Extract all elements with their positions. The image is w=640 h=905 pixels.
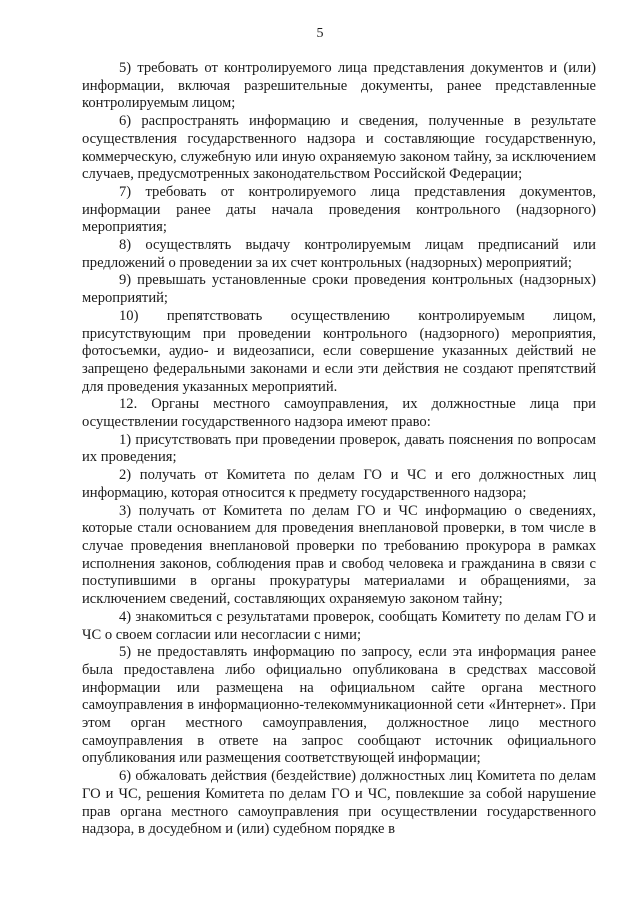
- document-body: [82, 60, 596, 839]
- paragraph-item-8-prohibition: 8) осуществлять выдачу контролируемым лицам предписаний или предложений о проведении за их счет контрольных (надзорных) мероприятий;: [82, 237, 596, 271]
- paragraph-right-3: 3) получать от Комитета по делам ГО и ЧС информацию о сведениях, которые стали основанием для проведения внеплановой проверки, в том числе в случае проведения внеплановой проверки по требованию прокурора в рамках исполнения законов, соблюдения прав и свобод человека и гражданина в связи с поступившими в органы прокуратуры материалами и обращениями, за исключением сведений, составляющих охраняемую законом тайну;: [82, 502, 596, 608]
- paragraph-item-10-prohibition: 10) препятствовать осуществлению контролируемым лицом, присутствующим при проведении контрольного (надзорного) мероприятия, фотосъемки, аудио- и видеозаписи, если совершение указанных действий не запрещено федеральными законами и если эти действия не создают препятствий для проведения указанных мероприятий.: [82, 307, 596, 395]
- paragraph-right-1: 1) присутствовать при проведении проверок, давать пояснения по вопросам их проведения;: [82, 431, 596, 466]
- paragraph-item-5-prohibition: 5) требовать от контролируемого лица представления документов и (или) информации, включая разрешительные документы, ранее представленные контролируемым лицом;: [82, 60, 596, 112]
- paragraph-right-6: 6) обжаловать действия (бездействие) должностных лиц Комитета по делам ГО и ЧС, решения Комитета по делам ГО и ЧС, повлекшие за собой нарушение прав органа местного самоуправления при осуществлении государственного надзора, в досудебном и (или) судебном порядке в: [82, 768, 596, 838]
- page-number: 5: [316, 26, 324, 41]
- paragraph-right-4: 4) знакомиться с результатами проверок, сообщать Комитету по делам ГО и ЧС о своем согласии или несогласии с ними;: [82, 608, 596, 643]
- paragraph-right-5: 5) не предоставлять информацию по запросу, если эта информация ранее была предоставлена либо официально опубликована в средствах массовой информации или размещена на официальном сайте органа местного самоуправления в информационно-телекоммуникационной сети «Интернет». При этом орган местного самоуправления, должностное лицо местного самоуправления в ответе на запрос сообщают источник официального опубликования или размещения соответствующей информации;: [82, 644, 596, 767]
- paragraph-item-9-prohibition: 9) превышать установленные сроки проведения контрольных (надзорных) мероприятий;: [82, 272, 596, 307]
- paragraph-item-7-prohibition: 7) требовать от контролируемого лица представления документов, информации ранее даты начала проведения контрольного (надзорного) мероприятия;: [82, 183, 596, 236]
- paragraph-right-2: 2) получать от Комитета по делам ГО и ЧС и его должностных лиц информацию, которая относится к предмету государственного надзора;: [82, 467, 596, 501]
- paragraph-section-12: 12. Органы местного самоуправления, их должностные лица при осуществлении государственного надзора имеют право:: [82, 396, 596, 431]
- paragraph-item-6-prohibition: 6) распространять информацию и сведения, полученные в результате осуществления государственного надзора и составляющие государственную, коммерческую, служебную или иную охраняемую законом тайну, за исключением случаев, предусмотренных законодательством Российской Федерации;: [82, 113, 596, 183]
